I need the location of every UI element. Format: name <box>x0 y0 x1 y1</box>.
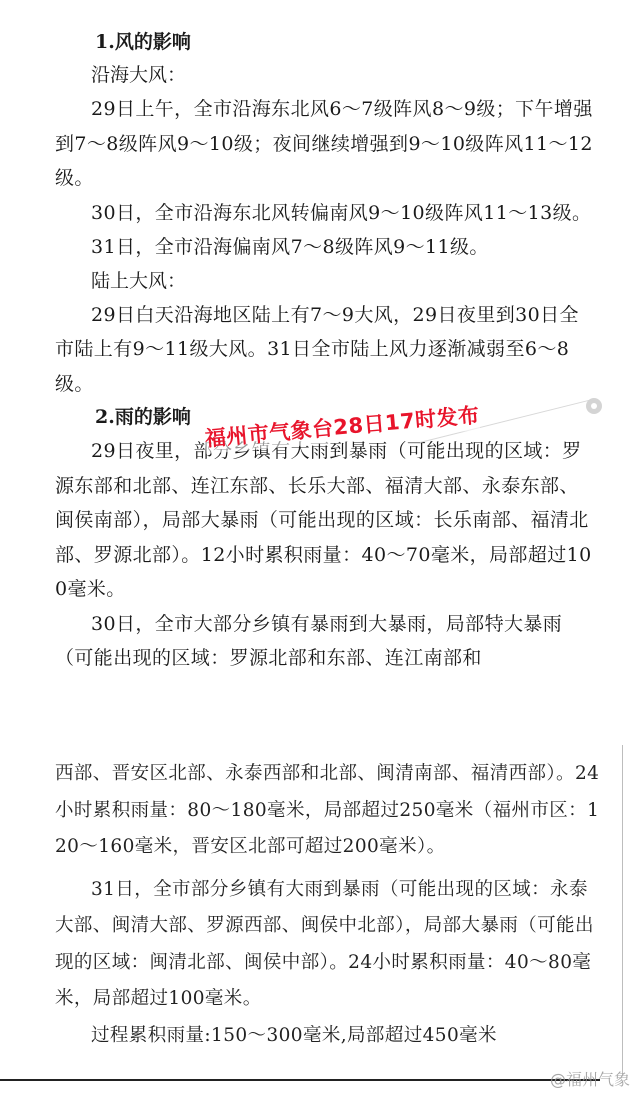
wind-heading: 1.风的影响 <box>95 31 191 53</box>
weibo-watermark: @福州气象 <box>549 1070 630 1089</box>
coastal-wind-label: 沿海大风： <box>91 64 187 86</box>
coastal-para-29: 29日上午，全市沿海东北风6～7级阵风8～9级；下午增强到7～8级阵风9～10级；夜间继续增强到9～10级阵风11～12级。 <box>55 98 593 189</box>
rain-para-30-continued: 西部、晋安区北部、永泰西部和北部、闽清南部、福清西部）。24小时累积雨量：80～180毫米，局部超过250毫米（福州市区：120～160毫米，晋安区北部可超过200毫米）。 <box>55 763 600 857</box>
document-lower-section <box>55 756 600 1054</box>
rain-para-30: 30日，全市大部分乡镇有暴雨到大暴雨，局部特大暴雨（可能出现的区域：罗源北部和东部、连江南部和 <box>55 612 563 669</box>
coastal-para-30: 30日，全市沿海东北风转偏南风9～10级阵风11～13级。 <box>91 201 592 224</box>
rain-para-29: 29日夜里，部分乡镇有大雨到暴雨（可能出现的区域：罗源东部和北部、连江东部、长乐大部、福清大部、永泰东部、闽侯南部），局部大暴雨（可能出现的区域：长乐南部、福清北部、罗源北部）。12小时累积雨量：40～70毫米，局部超过100毫米。 <box>55 440 592 600</box>
land-wind-para: 29日白天沿海地区陆上有7～9大风，29日夜里到30日全市陆上有9～11级大风。31日全市陆上风力逐渐减弱至6～8级。 <box>55 303 579 395</box>
rain-para-31: 31日，全市部分乡镇有大雨到暴雨（可能出现的区域：永泰大部、闽清大部、罗源西部、闽侯中北部），局部大暴雨（可能出现的区域：闽清北部、闽侯中部）。24小时累积雨量：40～80毫米，局部超过100毫米。 <box>55 878 594 1009</box>
bottom-rule <box>0 1079 600 1081</box>
document-upper-section <box>55 26 595 676</box>
rain-heading: 2.雨的影响 <box>95 406 191 428</box>
land-wind-label: 陆上大风： <box>91 269 187 292</box>
rain-total: 过程累积雨量:150～300毫米,局部超过450毫米 <box>91 1024 497 1046</box>
release-stamp: 福州市气象台28日17时发布 <box>204 400 481 454</box>
scan-edge-line <box>622 745 623 1075</box>
annotation-pin-icon <box>586 398 602 414</box>
coastal-para-31: 31日，全市沿海偏南风7～8级阵风9～11级。 <box>91 236 489 258</box>
